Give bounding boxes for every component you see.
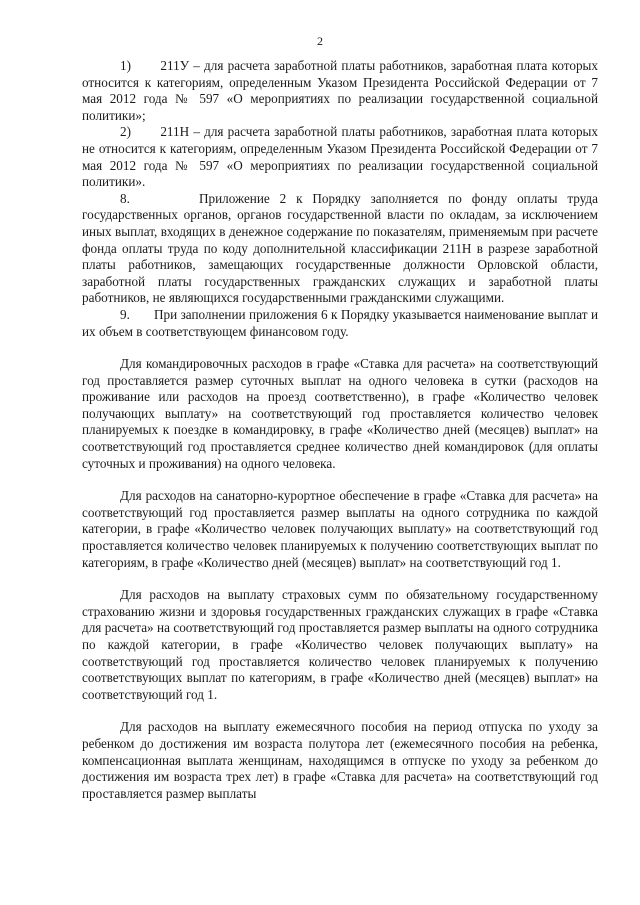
paragraph-insurance-expenses: Для расходов на выплату страховых сумм по обязательному государственному страхованию жизни и здоровья государственных гражданских служащих в графе «Ставка для расчета» на соответствующий год проставляется размер выплаты на одного сотрудника по каждой категории, в графе «Количество человек получающих выплату» на соответствующий год проставляется количество человек планируемых к получению соответствующих выплат по категориям, в графе «Количество дней (месяцев) выплат» на соответствующий год 1. xyxy=(82,587,598,702)
paragraph-item-2: 2) 211Н – для расчета заработной платы работников, заработная плата которых не относится к категориям, определенным Указом Президента Российской Федерации от 7 мая 2012 года № 597 «О мероприятиях по реализации государственной социальной политики». xyxy=(82,124,598,190)
paragraph-travel-expenses: Для командировочных расходов в графе «Ставка для расчета» на соответствующий год проставляется размер суточных выплат на одного человека в сутки (расходов на проживание или расходов на проезд соответственно), в графе «Количество человек получающих выплату» на соответствующий год проставляется количество человек планируемых к поездке в командировку, в графе «Количество дней (месяцев) выплат» на соответствующий год проставляется среднее количество дней командировок (для оплаты суточных и проживания) на одного человека. xyxy=(82,356,598,471)
paragraph-item-1: 1) 211У – для расчета заработной платы работников, заработная плата которых относится к категориям, определенным Указом Президента Российской Федерации от 7 мая 2012 года № 597 «О мероприятиях по реализации государственной социальной политики»; xyxy=(82,58,598,123)
paragraph-point-9: 9. При заполнении приложения 6 к Порядку указывается наименование выплат и их объем в соответствующем финансовом году. xyxy=(82,306,598,339)
document-body xyxy=(82,58,598,802)
paragraph-sanatorium-expenses: Для расходов на санаторно-курортное обеспечение в графе «Ставка для расчета» на соответствующий год проставляется размер выплаты на одного сотрудника по каждой категории, в графе «Количество человек получающих выплату» на соответствующий год проставляется количество человек планируемых к получению соответствующих выплат по категориям, в графе «Количество дней (месяцев) выплат» на соответствующий год 1. xyxy=(82,488,598,570)
paragraph-point-8: 8. Приложение 2 к Порядку заполняется по фонду оплаты труда государственных органов, органов государственной власти по окладам, за исключением иных выплат, входящих в денежное содержание по показателям, применяемым при расчете фонда оплаты труда по коду дополнительной классификации 211Н в разрезе заработной платы работников, замещающих государственные должности Орловской области, заработной платы государственных гражданских служащих и заработной платы работников, не являющихся государственными гражданскими служащими. xyxy=(82,190,598,306)
page-number: 2 xyxy=(317,34,323,48)
paragraph-childcare-allowance: Для расходов на выплату ежемесячного пособия на период отпуска по уходу за ребенком до достижения им возраста полутора лет (ежемесячного пособия на ребенка, компенсационная выплата женщинам, находящимся в отпуске по уходу за ребенком до достижения им возраста трех лет) в графе «Ставка для расчета» на соответствующий год проставляется размер выплаты xyxy=(82,719,598,801)
